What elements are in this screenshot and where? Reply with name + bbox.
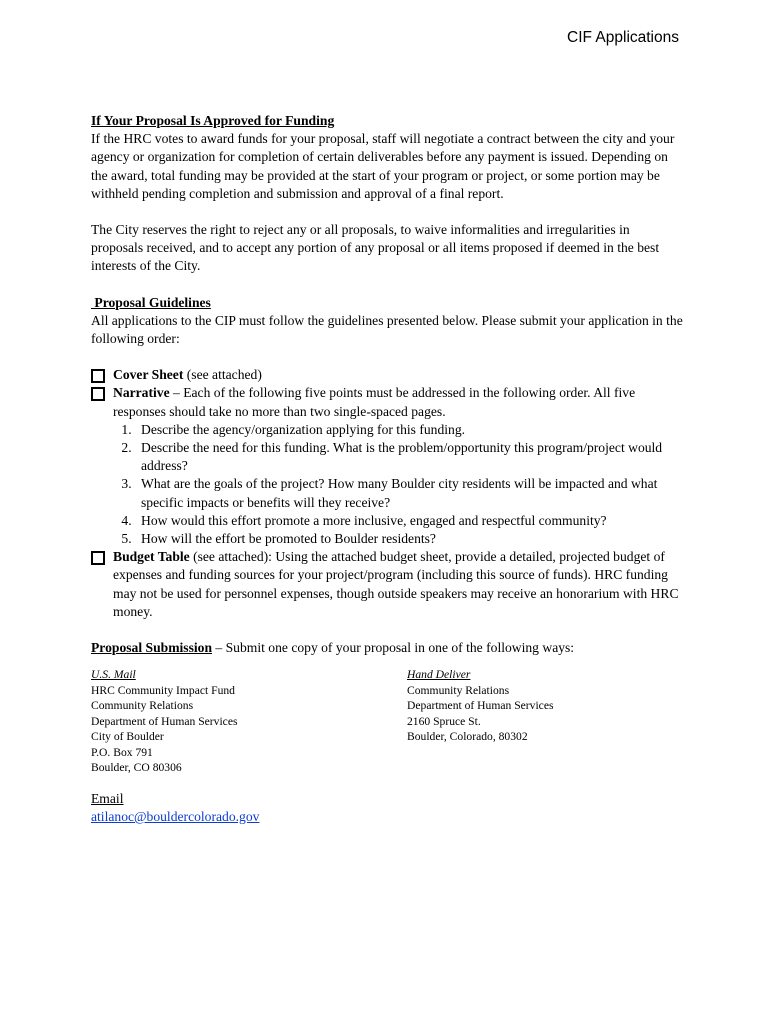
list-item: 2. Describe the need for this funding. What is the problem/opportunity this program/project would address? — [135, 439, 683, 475]
checklist-text: (see attached) — [183, 367, 262, 383]
email-link[interactable]: atilanoc@bouldercolorado.gov — [91, 808, 260, 824]
address-line: 2160 Spruce St. — [407, 714, 481, 728]
address-line: City of Boulder — [91, 730, 164, 744]
page-header-title: CIF Applications — [567, 29, 679, 46]
checklist-item-narrative — [91, 384, 683, 548]
guidelines-heading: Proposal Guidelines — [91, 294, 211, 310]
mail-address — [91, 667, 407, 776]
list-item: 4. How would this effort promote a more inclusive, engaged and respectful community? — [135, 512, 683, 530]
hand-deliver-title: Hand Deliver — [407, 668, 471, 682]
checklist-label: Narrative — [113, 385, 170, 401]
list-item: 3. What are the goals of the project? How many Boulder city residents will be impacted and what specific impacts or benefits will they receive? — [135, 475, 683, 511]
mail-title: U.S. Mail — [91, 668, 136, 682]
email-heading: Email — [91, 790, 124, 806]
reservation-paragraph: The City reserves the right to reject any or all proposals, to waive informalities and irregularities in proposals received, and to accept any portion of any proposal or all items proposed if deemed in the best interests of the City. — [91, 222, 660, 274]
approved-funding-heading: If Your Proposal Is Approved for Funding — [91, 113, 335, 128]
list-item: 5. How will the effort be promoted to Boulder residents? — [135, 530, 683, 548]
checklist-text: – Each of the following five points must be addressed in the following order. All five responses should take no more than two single-spaced pages. — [113, 385, 636, 419]
address-line: Community Relations — [91, 699, 194, 713]
address-line: HRC Community Impact Fund — [91, 683, 235, 697]
checklist-label: Budget Table — [113, 549, 190, 565]
checkbox-icon — [91, 369, 105, 383]
checkbox-icon — [91, 551, 105, 565]
address-line: P.O. Box 791 — [91, 745, 153, 759]
address-line: Boulder, CO 80306 — [91, 761, 182, 775]
document-body — [91, 112, 683, 826]
checklist-text: (see attached): Using the attached budget sheet, provide a detailed, projected budget of expenses and funding sources for your project/program (including this source of funds). HRC funding may not be used for personnel expenses, though outside speakers may receive an honorarium with HRC money. — [113, 549, 679, 619]
address-line: Department of Human Services — [91, 714, 238, 728]
checkbox-icon — [91, 387, 105, 401]
submission-heading: Proposal Submission — [91, 640, 213, 656]
address-block — [91, 667, 683, 776]
hand-deliver-address — [407, 667, 657, 776]
address-line: Boulder, Colorado, 80302 — [407, 730, 528, 744]
checklist-item-cover-sheet — [91, 366, 683, 384]
checklist-label: Cover Sheet — [113, 367, 184, 383]
guidelines-intro: All applications to the CIP must follow the guidelines presented below. Please submit your application in the following order: — [91, 312, 683, 347]
submission-text: – Submit one copy of your proposal in one of the following ways: — [212, 640, 575, 656]
address-line: Community Relations — [407, 683, 510, 697]
address-line: Department of Human Services — [407, 699, 554, 713]
checklist-item-budget-table — [91, 548, 683, 621]
submission-paragraph — [91, 639, 683, 657]
list-item: 1. Describe the agency/organization applying for this funding. — [135, 421, 683, 439]
narrative-points-list — [113, 421, 683, 548]
approved-funding-paragraph: If the HRC votes to award funds for your proposal, staff will negotiate a contract between the city and your agency or organization for completion of certain deliverables before any payment is issued. Depending on the award, total funding may be provided at the start of your program or project, or some portion may be withheld pending completion and submission and approval of a final report. — [91, 131, 675, 201]
